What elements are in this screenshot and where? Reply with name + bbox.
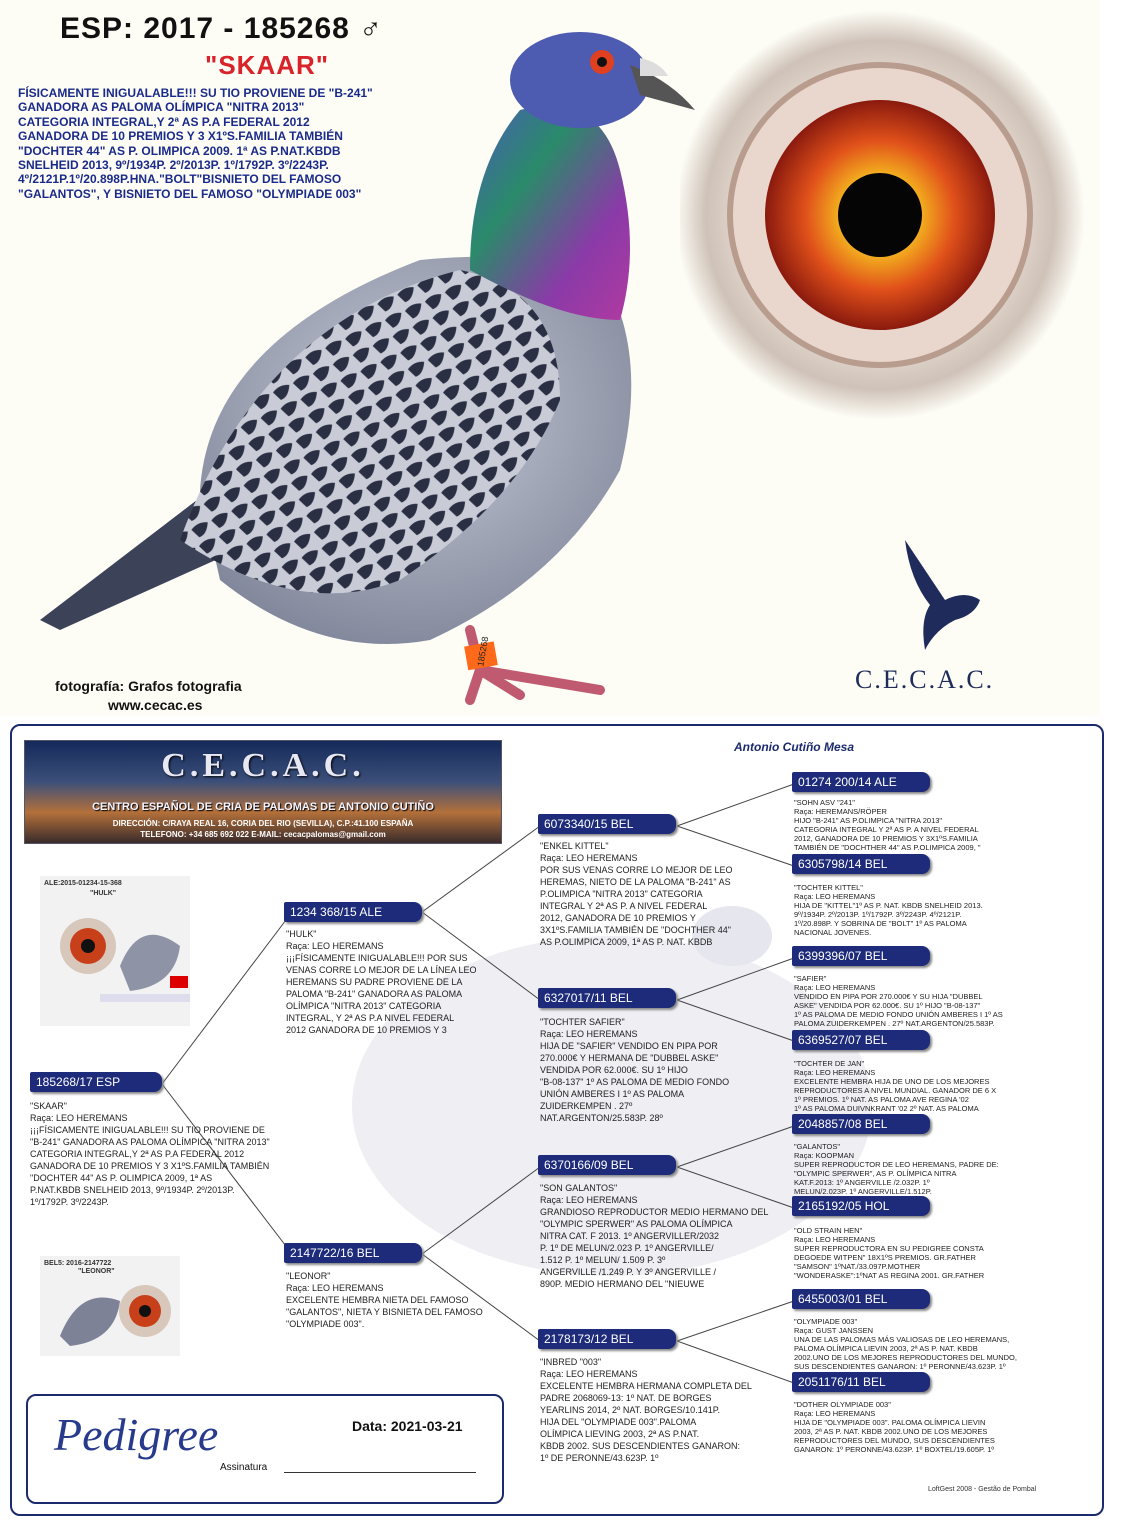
- info-line: "OLD STRAIN HEN": [794, 1226, 863, 1235]
- node-dss[interactable]: 2048857/08 BEL: [792, 1114, 930, 1134]
- description-line: GANADORA AS PALOMA OLÍMPICA "NITRA 2013": [18, 100, 305, 115]
- dam-info: [286, 1270, 483, 1330]
- node-sire-dam[interactable]: 6327017/11 BEL: [538, 988, 676, 1008]
- info-line: "INBRED "003": [540, 1357, 602, 1367]
- info-line: Raça: LEO HEREMANS: [540, 1029, 638, 1039]
- description-line: GANADORA DE 10 PREMIOS Y 3 X1ºS.FAMILIA TAMBIÉN: [18, 129, 343, 144]
- info-line: 2003, 2ª AS P. NAT. KBDB 2002.UNO DE LOS MEJORES: [794, 1427, 988, 1436]
- description-line: FÍSICAMENTE INIGUALABLE!!! SU TIO PROVIENE DE "B-241": [18, 86, 373, 100]
- info-line: AS P.OLIMPICA 2009, 1ª AS P. NAT. KBDB: [540, 937, 713, 947]
- info-line: HIJA DE "OLYMPIADE 003". PALOMA OLÍMPICA LIEVIN: [794, 1418, 986, 1427]
- info-line: "HULK": [286, 929, 317, 939]
- info-line: YEARLINS 2014, 2º NAT. BORGES/10.141P.: [540, 1405, 721, 1415]
- info-line: OLÍMPICA "NITRA 2013" CATEGORIA: [286, 1001, 442, 1011]
- info-line: "WONDERASKE":1ºNAT AS REGINA 2001. GR.FATHER: [794, 1271, 985, 1280]
- info-line: KBDB 2002. SUS DESCENDIENTES GANARON:: [540, 1441, 741, 1451]
- thumb-name-label: "HULK": [90, 890, 117, 897]
- info-line: PALOMA ZUIDERKEMPEN . 27º NAT.ARGENTON/25.583P.: [794, 1019, 995, 1028]
- info-line: OLÍMPICA LIEVING 2003, 2ª AS P.NAT.: [540, 1429, 700, 1439]
- sire-info: [286, 928, 477, 1036]
- info-line: PALOMA "B-241" GANADORA AS PALOMA: [286, 989, 463, 999]
- cecac-dove-logo: [885, 540, 1005, 660]
- info-line: KAT.F.2013: 1º ANGERVILLE /2.032P. 1º: [794, 1178, 930, 1187]
- website-link[interactable]: www.cecac.es: [108, 697, 203, 713]
- info-line: CATEGORIA INTEGRAL Y 2ª AS P. A NIVEL FEDERAL: [794, 825, 979, 834]
- info-line: VENAS CORRE LO MEJOR DE LA LÍNEA LEO: [286, 965, 477, 975]
- software-credit: LoftGest 2008 - Gestão de Pombal: [928, 1486, 1037, 1493]
- info-line: "OLYMPIADE 003".: [286, 1319, 365, 1329]
- description-line: "GALANTOS", Y BISNIETO DEL FAMOSO "OLYMPIADE 003": [18, 186, 362, 201]
- info-line: HEREMANS SU PADRE PROVIENE DE LA: [286, 977, 463, 987]
- sss-info: [794, 798, 981, 852]
- info-line: "TOCHTER DE JAN": [794, 1059, 865, 1068]
- signature-line[interactable]: [284, 1472, 476, 1473]
- info-line: P.NAT.KBDB SNELHEID 2013, 9º/1934P. 2º/2013P.: [30, 1185, 235, 1195]
- thumb-ring-label: ALE:2015-01234-15-368: [44, 880, 122, 887]
- info-line: Raça: LEO HEREMANS: [540, 1195, 638, 1205]
- dsd-info: [794, 1226, 984, 1280]
- ddd-info: [794, 1400, 995, 1454]
- node-sds[interactable]: 6399396/07 BEL: [792, 946, 930, 966]
- info-line: "OLYMPIC SPERWER" AS PALOMA OLÍMPICA: [540, 1219, 733, 1229]
- signature-box: [26, 1394, 504, 1504]
- info-line: ANGERVILLE /1.249 P. Y 3º ANGERVILLE /: [540, 1267, 717, 1277]
- info-line: 2012, GANADORA DE 10 PREMIOS Y: [540, 913, 696, 923]
- info-line: Raça: LEO HEREMANS: [286, 941, 384, 951]
- info-line: Raça: LEO HEREMANS: [540, 1369, 638, 1379]
- node-dam[interactable]: 2147722/16 BEL: [284, 1243, 422, 1263]
- info-line: NACIONAL JOVENES.: [794, 928, 872, 937]
- info-line: ¡¡¡FÍSICAMENTE INIGUALABLE!!! POR SUS: [286, 953, 468, 963]
- info-line: NAT.ARGENTON/25.583P. 28º: [540, 1113, 663, 1123]
- cecac-banner: [24, 740, 502, 844]
- info-line: Raça: HEREMANS/RÖPER: [794, 807, 887, 816]
- node-dds[interactable]: 6455003/01 BEL: [792, 1289, 930, 1309]
- info-line: 1º/1792P. 3º/2243P.: [30, 1197, 109, 1207]
- info-line: HIJA DEL "OLYMPIADE 003".PALOMA: [540, 1417, 697, 1427]
- info-line: POR SUS VENAS CORRE LO MEJOR DE LEO: [540, 865, 733, 875]
- dam-dam-info: [540, 1356, 752, 1464]
- info-line: "B-08-137" 1º AS PALOMA DE MEDIO FONDO: [540, 1077, 730, 1087]
- dam-thumbnail: [40, 1256, 180, 1356]
- info-line: REPRODUCTORES A NIVEL MUNDIAL. GANADOR DE 6 X: [794, 1086, 997, 1095]
- owner-name: Antonio Cutiño Mesa: [734, 740, 854, 754]
- info-line: ASKE" VENDIDA POR 62.000€. SU 1º HIJO "B-08-137": [794, 1001, 981, 1010]
- info-line: "GALANTOS": [794, 1142, 841, 1151]
- info-line: HIJO "B-241" AS P.OLIMPICA "NITRA 2013": [794, 816, 943, 825]
- info-line: SUPER REPRODUCTORA EN SU PEDIGREE CONSTA: [794, 1244, 984, 1253]
- info-line: 1º AS PALOMA DE MEDIO FONDO UNIÓN AMBERES I 1º AS: [794, 1010, 1003, 1019]
- info-line: Raça: KOOPMAN: [794, 1151, 855, 1160]
- info-line: Raça: LEO HEREMANS: [540, 853, 638, 863]
- description-line: "DOCHTER 44" AS P. OLIMPICA 2009. 1ª AS P.NAT.KBDB: [18, 143, 341, 158]
- info-line: "SAFIER": [794, 974, 827, 983]
- info-line: VENDIDA POR 62.000€. SU 1º HIJO: [540, 1065, 688, 1075]
- info-line: 2012, GANADORA DE 10 PREMIOS Y 3X1ºS.FAMILIA: [794, 834, 978, 843]
- info-line: HEREMAS, NIETO DE LA PALOMA "B-241" AS: [540, 877, 731, 887]
- subject-info: [30, 1100, 270, 1208]
- info-line: GANARON: 1º PERONNE/43.623P. 1º BOXTEL/19.605P. 1º: [794, 1445, 995, 1454]
- info-line: GRANDIOSO REPRODUCTOR MEDIO HERMANO DEL: [540, 1207, 769, 1217]
- pedigree-heading: Pedigree: [54, 1409, 219, 1460]
- info-line: MELUN/2.023P. 1º ANGERVILLE/1.512P.: [794, 1187, 932, 1196]
- thumb-ring-label: BEL5: 2016-2147722: [44, 1260, 112, 1267]
- info-line: "LEONOR": [286, 1271, 331, 1281]
- info-line: "TOCHTER SAFIER": [540, 1017, 625, 1027]
- pedigree-sheet: [10, 724, 1104, 1516]
- sire-dam-info: [540, 1016, 729, 1124]
- info-line: 1º DE PERONNE/43.623P. 1º: [540, 1453, 659, 1463]
- info-line: CATEGORIA INTEGRAL,Y 2ª AS P.A FEDERAL 2012: [30, 1149, 245, 1159]
- info-line: GANADORA DE 10 PREMIOS Y 3 X1ºS.FAMILIA TAMBIÉN: [30, 1161, 270, 1171]
- poster-description: [18, 86, 498, 201]
- eye-photo: [680, 0, 1100, 430]
- info-line: HIJA DE "KITTEL"1º AS P. NAT. KBDB SNELHEID 2013.: [794, 901, 983, 910]
- info-line: 9º/1934P. 2º/2013P. 1º/1792P. 3º/2243P. 4º/2121P.: [794, 910, 962, 919]
- info-line: 890P. MEDIO HERMANO DEL "NIEUWE: [540, 1279, 705, 1289]
- info-line: Raça: LEO HEREMANS: [794, 983, 876, 992]
- info-line: Raça: LEO HEREMANS: [286, 1283, 384, 1293]
- node-sss[interactable]: 01274 200/14 ALE: [792, 772, 930, 792]
- info-line: EXCELENTE HEMBRA NIETA DEL FAMOSO: [286, 1295, 469, 1305]
- ssd-info: [794, 883, 983, 937]
- info-line: REPRODUCTORES DEL MUNDO, SUS DESCENDIENTES: [794, 1436, 995, 1445]
- poster: [0, 0, 1100, 716]
- info-line: ¡¡¡FÍSICAMENTE INIGUALABLE!!! SU TIO PROVIENE DE: [30, 1125, 265, 1135]
- node-ssd[interactable]: 6305798/14 BEL: [792, 854, 930, 874]
- cecac-logo-text: C.E.C.A.C.: [855, 665, 995, 694]
- info-line: Raça: LEO HEREMANS: [794, 1235, 876, 1244]
- signature-label: Assinatura: [220, 1462, 268, 1473]
- info-line: 1.512 P. 1º MELUN/ 1.509 P. 3º: [540, 1255, 666, 1265]
- info-line: PALOMA OLÍMPICA LIEVIN 2003, 2ª AS P. NAT. KBDB: [794, 1344, 978, 1353]
- dds-info: [794, 1317, 1017, 1371]
- info-line: HIJA DE "SAFIER" VENDIDO EN PIPA POR: [540, 1041, 718, 1051]
- node-dam-sire[interactable]: 6370166/09 BEL: [538, 1155, 676, 1175]
- info-line: "SAMSON" 1ºNAT./33.097P.MOTHER: [794, 1262, 921, 1271]
- info-line: "B-241" GANADORA AS PALOMA OLÍMPICA "NITRA 2013": [30, 1137, 270, 1147]
- info-line: DEGOEDE WITPEN" 18X1ºS PREMIOS. GR.FATHER: [794, 1253, 976, 1262]
- info-line: 1º/20.898P. Y SOBRINA DE "BOLT" 1º AS PALOMA: [794, 919, 967, 928]
- info-line: "TOCHTER KITTEL": [794, 883, 863, 892]
- node-sire[interactable]: 1234 368/15 ALE: [284, 902, 422, 922]
- info-line: NITRA CAT. F 2013. 1º ANGERVILLER/2032: [540, 1231, 720, 1241]
- banner-phone-email: TELEFONO: +34 685 692 022 E-MAIL: cecacpalomas@gmail.com: [140, 830, 386, 839]
- sire-thumbnail-image: [40, 876, 190, 1026]
- description-line: CATEGORIA INTEGRAL,Y 2ª AS P.A FEDERAL 2012: [18, 114, 310, 129]
- info-line: "SKAAR": [30, 1101, 67, 1111]
- banner-title: C.E.C.A.C.: [161, 747, 365, 784]
- info-line: UNA DE LAS PALOMAS MÁS VALIOSAS DE LEO HEREMANS,: [794, 1335, 1010, 1344]
- info-line: 270.000€ Y HERMANA DE "DUBBEL ASKE": [540, 1053, 719, 1063]
- photo-credit: fotografía: Grafos fotografia: [55, 678, 242, 694]
- info-line: 2002.UNO DE LOS MEJORES REPRODUCTORES DEL MUNDO,: [794, 1353, 1017, 1362]
- sire-thumbnail: [40, 876, 190, 1026]
- thumb-name-label: "LEONOR": [78, 1268, 115, 1275]
- info-line: 1º PREMIOS. 1º NAT. AS PALOMA AVE REGINA '02: [794, 1095, 969, 1104]
- node-dsd[interactable]: 2165192/05 HOL: [792, 1196, 930, 1216]
- info-line: 3X1ºS.FAMILIA TAMBIÉN DE "DOCHTHER 44": [540, 925, 731, 935]
- info-line: 2012 GANADORA DE 10 PREMIOS Y 3: [286, 1025, 447, 1035]
- node-dam-dam[interactable]: 2178173/12 BEL: [538, 1329, 676, 1349]
- info-line: SUPER REPRODUCTOR DE LEO HEREMANS, PADRE DE:: [794, 1160, 999, 1169]
- info-line: TAMBIÉN DE "DOCHTHER 44" AS P.OLIMPICA 2009, ": [794, 843, 981, 852]
- info-line: Raça: LEO HEREMANS: [794, 892, 876, 901]
- dss-info: [794, 1142, 999, 1196]
- bird-name: "SKAAR": [205, 50, 330, 80]
- dam-sire-info: [540, 1182, 768, 1290]
- info-line: P.OLIMPICA "NITRA 2013" CATEGORIA: [540, 889, 703, 899]
- info-line: INTEGRAL, Y 2ª AS P.A NIVEL FEDERAL: [286, 1013, 455, 1023]
- date-label: Data: 2021-03-21: [352, 1418, 463, 1434]
- info-line: INTEGRAL Y 2ª AS P. A NIVEL FEDERAL: [540, 901, 708, 911]
- dam-thumbnail-image: [40, 1256, 180, 1356]
- sdd-info: [794, 1059, 996, 1113]
- ring-title: ESP: 2017 - 185268 ♂: [60, 12, 383, 45]
- info-line: SUS DESCENDIENTES GANARON: 1º PERONNE/43.623P. 1º: [794, 1362, 1006, 1371]
- info-line: Raça: LEO HEREMANS: [794, 1409, 876, 1418]
- info-line: 1º AS PALOMA DUIVNKRANT '02 2º NAT. AS PALOMA: [794, 1104, 979, 1113]
- info-line: VENDIDO EN PIPA POR 270.000€ Y SU HIJA "DUBBEL: [794, 992, 983, 1001]
- node-sire-sire[interactable]: 6073340/15 BEL: [538, 814, 676, 834]
- info-line: "ENKEL KITTEL": [540, 841, 609, 851]
- node-sdd[interactable]: 6369527/07 BEL: [792, 1030, 930, 1050]
- info-line: Raça: LEO HEREMANS: [30, 1113, 128, 1123]
- info-line: PADRE 2068069-13: 1º NAT. DE BORGES: [540, 1393, 712, 1403]
- info-line: "GALANTOS", NIETA Y BISNIETA DEL FAMOSO: [286, 1307, 483, 1317]
- info-line: Raça: LEO HEREMANS: [794, 1068, 876, 1077]
- banner-subtitle: CENTRO ESPAÑOL DE CRIA DE PALOMAS DE ANTONIO CUTIÑO: [92, 801, 434, 813]
- info-line: "DOCHTER 44" AS P. OLIMPICA 2009, 1ª AS: [30, 1173, 213, 1183]
- info-line: "SOHN ASV "241": [794, 798, 855, 807]
- node-ddd[interactable]: 2051176/11 BEL: [792, 1372, 930, 1392]
- info-line: EXCELENTE HEMBRA HIJA DE UNO DE LOS MEJORES: [794, 1077, 990, 1086]
- info-line: Raça: GUST JANSSEN: [794, 1326, 874, 1335]
- banner-address: DIRECCIÓN: C/RAYA REAL 16, CORIA DEL RIO (SEVILLA), C.P.:41.100 ESPAÑA: [112, 819, 414, 828]
- info-line: P. 1º DE MELUN/2.023 P. 1º ANGERVILLE/: [540, 1243, 714, 1253]
- leg-ring-text: 185268: [475, 635, 491, 668]
- info-line: "DOTHER OLYMPIADE 003": [794, 1400, 891, 1409]
- info-line: "OLYMPIADE 003": [794, 1317, 858, 1326]
- info-line: EXCELENTE HEMBRA HERMANA COMPLETA DEL: [540, 1381, 752, 1391]
- info-line: "OLYMPIC SPERWER", AS P. OLÍMPICA NITRA: [794, 1169, 957, 1178]
- info-line: ZUIDERKEMPEN . 27º: [540, 1101, 633, 1111]
- description-line: SNELHEID 2013, 9º/1934P. 2º/2013P. 1º/1792P. 3º/2243P.: [18, 158, 329, 173]
- description-line: 4º/2121P.1º/20.898P.HNA."BOLT"BISNIETO DEL FAMOSO: [18, 172, 342, 187]
- sds-info: [794, 974, 1003, 1028]
- node-subject[interactable]: 185268/17 ESP: [30, 1072, 162, 1092]
- info-line: "SON GALANTOS": [540, 1183, 618, 1193]
- info-line: UNIÓN AMBERES I 1º AS PALOMA: [540, 1089, 685, 1099]
- sire-sire-info: [540, 840, 733, 948]
